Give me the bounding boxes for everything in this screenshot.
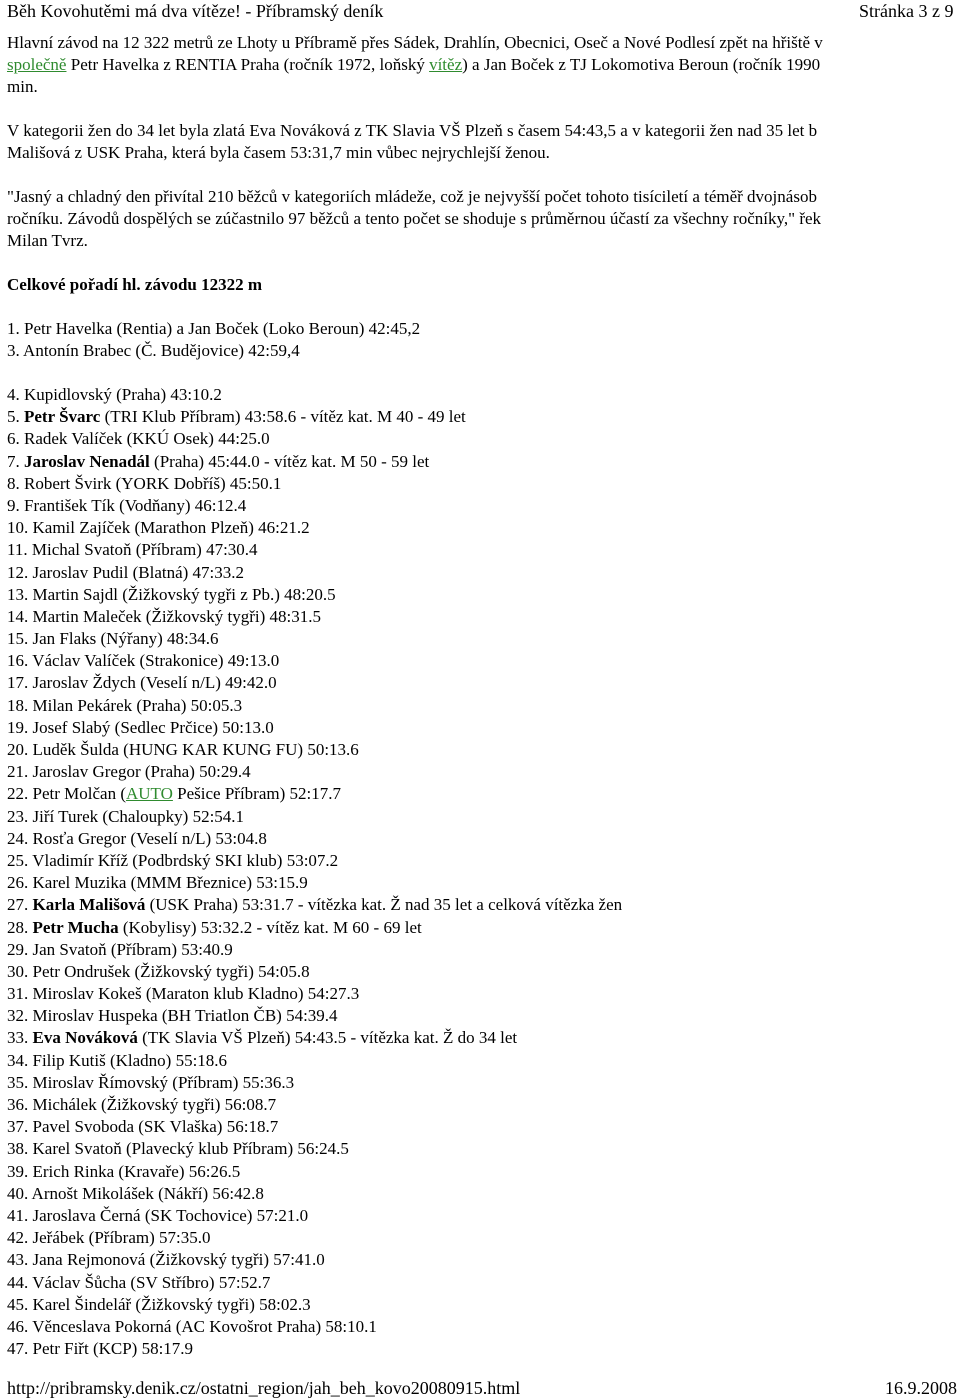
list-item	[7, 562, 960, 584]
list-item	[7, 872, 960, 894]
intro-line-3: min.	[7, 77, 38, 96]
list-item	[7, 672, 960, 694]
result-text: 35. Miroslav Římovský (Příbram) 55:36.3	[7, 1072, 295, 1092]
page-number: Stránka 3 z 9	[859, 1, 954, 21]
result-text-tail: (USK Praha) 53:31.7 - vítězka kat. Ž nad 35 let a celková vítězka žen	[145, 895, 623, 915]
result-text: 16. Václav Valíček (Strakonice) 49:13.0	[7, 651, 280, 671]
intro-text-a: Petr Havelka z RENTIA Praha (ročník 1972, loňský	[66, 55, 430, 74]
link-vitez[interactable]: vítěz	[429, 55, 463, 74]
result-text-tail: (TK Slavia VŠ Plzeň) 54:43.5 - vítězka kat. Ž do 34 let	[137, 1028, 518, 1048]
result-text: 24. Rosťa Gregor (Veselí n/L) 53:04.8	[7, 828, 267, 848]
result-text-tail: (TRI Klub Příbram) 43:58.6 - vítěz kat. M 40 - 49 let	[100, 407, 466, 427]
para2-line-2: Mališová z USK Praha, která byla časem 53:31,7 min vůbec nejrychlejší ženou.	[7, 143, 550, 162]
list-item	[7, 451, 960, 473]
list-item	[7, 1183, 960, 1205]
result-text: 43. Jana Rejmonová (Žižkovský tygři) 57:41.0	[7, 1250, 325, 1270]
list-item	[7, 1094, 960, 1116]
result-text: 32. Miroslav Huspeka (BH Triatlon ČB) 54:39.4	[7, 1006, 338, 1026]
result-text: 20. Luděk Šulda (HUNG KAR KUNG FU) 50:13.6	[7, 740, 359, 759]
para3-line-2: ročníku. Závodů dospělých se zúčastnilo 97 běžců a tento počet se shoduje s průměrnou účastí za všechny ročníky," řek	[7, 209, 822, 228]
result-text: 22. Petr Molčan (	[7, 784, 126, 804]
result-text: 17. Jaroslav Ždych (Veselí n/L) 49:42.0	[7, 673, 277, 693]
result-text: 41. Jaroslava Černá (SK Tochovice) 57:21.0	[7, 1205, 309, 1225]
result-text: 26. Karel Muzika (MMM Březnice) 53:15.9	[7, 873, 308, 893]
winner-name: Jaroslav Nenadál	[24, 451, 150, 471]
list-item	[7, 517, 960, 539]
list-item	[7, 539, 960, 561]
result-text: 18. Milan Pekárek (Praha) 50:05.3	[7, 695, 243, 715]
result-link[interactable]: AUTO	[125, 784, 173, 804]
results-heading: Celkové pořadí hl. závodu 12322 m	[7, 275, 263, 294]
result-text: 21. Jaroslav Gregor (Praha) 50:29.4	[7, 762, 251, 782]
list-item	[7, 761, 960, 783]
result-text: 9. František Tík (Vodňany) 46:12.4	[7, 495, 247, 515]
result-text: 25. Vladimír Kříž (Podbrdský SKI klub) 53:07.2	[7, 850, 339, 870]
result-text: 46. Věnceslava Pokorná (AC Kovošrot Praha) 58:10.1	[7, 1316, 377, 1336]
para3-line-3: Milan Tvrz.	[7, 231, 88, 250]
winner-name: Petr Švarc	[24, 407, 101, 427]
result-text: 12. Jaroslav Pudil (Blatná) 47:33.2	[7, 562, 245, 582]
footer-date: 16.9.2008	[885, 1378, 957, 1398]
list-item	[7, 428, 960, 450]
result-top-1: 1. Petr Havelka (Rentia) a Jan Boček (Loko Beroun) 42:45,2	[7, 319, 421, 338]
list-item	[7, 384, 960, 406]
list-item	[7, 406, 960, 428]
intro-line-2	[7, 54, 960, 76]
list-item	[7, 1205, 960, 1227]
result-text: 37. Pavel Svoboda (SK Vlaška) 56:18.7	[7, 1117, 279, 1137]
list-item	[7, 1316, 960, 1338]
result-text: 19. Josef Slabý (Sedlec Prčice) 50:13.0	[7, 717, 274, 737]
list-item	[7, 806, 960, 828]
list-item	[7, 917, 960, 939]
list-item	[7, 1249, 960, 1271]
result-text: 8. Robert Švirk (YORK Dobříš) 45:50.1	[7, 473, 282, 493]
result-text: 28.	[7, 917, 33, 937]
result-text: 7.	[7, 451, 24, 471]
list-item	[7, 828, 960, 850]
intro-line-1: Hlavní závod na 12 322 metrů ze Lhoty u Příbramě přes Sádek, Drahlín, Obecnici, Oseč a Nové Podlesí zpět na hřiště v	[7, 33, 823, 52]
list-item	[7, 717, 960, 739]
result-text: 40. Arnošt Mikolášek (Nákří) 56:42.8	[7, 1183, 264, 1203]
result-text: 14. Martin Maleček (Žižkovský tygři) 48:31.5	[7, 606, 321, 626]
page-title: Běh Kovohutěmi má dva vítěze! - Příbramský deník	[7, 1, 384, 21]
result-text-tail: (Kobylisy) 53:32.2 - vítěz kat. M 60 - 69 let	[118, 917, 422, 937]
result-top-3: 3. Antonín Brabec (Č. Budějovice) 42:59,4	[7, 341, 300, 360]
list-item	[7, 695, 960, 717]
list-item	[7, 584, 960, 606]
result-text: 6. Radek Valíček (KKÚ Osek) 44:25.0	[7, 429, 270, 449]
intro-text-b: ) a Jan Boček z TJ Lokomotiva Beroun (ročník 1990	[462, 55, 821, 74]
result-text: 27.	[7, 895, 33, 915]
list-item	[7, 650, 960, 672]
result-text: 15. Jan Flaks (Nýřany) 48:34.6	[7, 629, 219, 649]
result-text: 39. Erich Rinka (Kravaře) 56:26.5	[7, 1161, 241, 1181]
list-item	[7, 739, 960, 761]
result-text: 34. Filip Kutiš (Kladno) 55:18.6	[7, 1050, 228, 1070]
list-item	[7, 1050, 960, 1072]
link-spolecne[interactable]: společně	[7, 55, 67, 74]
list-item	[7, 1138, 960, 1160]
list-item	[7, 961, 960, 983]
result-text: 45. Karel Šindelář (Žižkovský tygři) 58:02.3	[7, 1294, 311, 1314]
page-header	[7, 0, 960, 22]
result-text-tail: Pešice Příbram) 52:17.7	[172, 784, 341, 804]
result-text: 23. Jiří Turek (Chaloupky) 52:54.1	[7, 806, 245, 826]
result-text: 31. Miroslav Kokeš (Maraton klub Kladno) 54:27.3	[7, 984, 360, 1004]
list-item	[7, 473, 960, 495]
result-text: 10. Kamil Zajíček (Marathon Plzeň) 46:21.2	[7, 518, 310, 538]
result-text: 44. Václav Šůcha (SV Stříbro) 57:52.7	[7, 1272, 271, 1292]
list-item	[7, 783, 960, 805]
list-item	[7, 939, 960, 961]
result-text: 33.	[7, 1028, 33, 1048]
result-text: 47. Petr Fiřt (KCP) 58:17.9	[7, 1339, 194, 1359]
list-item	[7, 1116, 960, 1138]
result-text: 5.	[7, 407, 24, 427]
winner-name: Petr Mucha	[32, 917, 119, 937]
list-item	[7, 983, 960, 1005]
list-item	[7, 1294, 960, 1316]
list-item	[7, 1072, 960, 1094]
result-text: 42. Jeřábek (Příbram) 57:35.0	[7, 1228, 211, 1248]
list-item	[7, 1161, 960, 1183]
footer-url: http://pribramsky.denik.cz/ostatni_region/jah_beh_kovo20080915.html	[7, 1378, 521, 1398]
para2-line-1: V kategorii žen do 34 let byla zlatá Eva Nováková z TK Slavia VŠ Plzeň s časem 54:43,5 a v kategorii žen nad 35 let b	[7, 121, 818, 140]
list-item	[7, 894, 960, 916]
winner-name: Eva Nováková	[32, 1028, 138, 1048]
list-item	[7, 1338, 960, 1360]
result-text: 36. Michálek (Žižkovský tygři) 56:08.7	[7, 1095, 277, 1114]
winner-name: Karla Mališová	[32, 895, 146, 915]
result-text: 30. Petr Ondrušek (Žižkovský tygři) 54:05.8	[7, 961, 310, 981]
list-item	[7, 495, 960, 517]
para3-line-1: "Jasný a chladný den přivítal 210 běžců v kategoriích mládeže, což je nejvyšší počet tohoto tisíciletí a téměř dvojnásob	[7, 187, 817, 206]
list-item	[7, 1005, 960, 1027]
list-item	[7, 606, 960, 628]
result-text: 4. Kupidlovský (Praha) 43:10.2	[7, 385, 222, 404]
results-list	[7, 384, 960, 1360]
page-footer	[7, 1377, 960, 1399]
list-item	[7, 628, 960, 650]
list-item	[7, 1227, 960, 1249]
result-text: 13. Martin Sajdl (Žižkovský tygři z Pb.) 48:20.5	[7, 584, 336, 604]
article-body	[7, 32, 960, 1360]
list-item	[7, 850, 960, 872]
list-item	[7, 1272, 960, 1294]
result-text: 11. Michal Svatoň (Příbram) 47:30.4	[7, 540, 258, 560]
result-text: 38. Karel Svatoň (Plavecký klub Příbram) 56:24.5	[7, 1139, 349, 1159]
list-item	[7, 1027, 960, 1049]
result-text-tail: (Praha) 45:44.0 - vítěz kat. M 50 - 59 let	[149, 451, 430, 471]
result-text: 29. Jan Svatoň (Příbram) 53:40.9	[7, 939, 233, 959]
